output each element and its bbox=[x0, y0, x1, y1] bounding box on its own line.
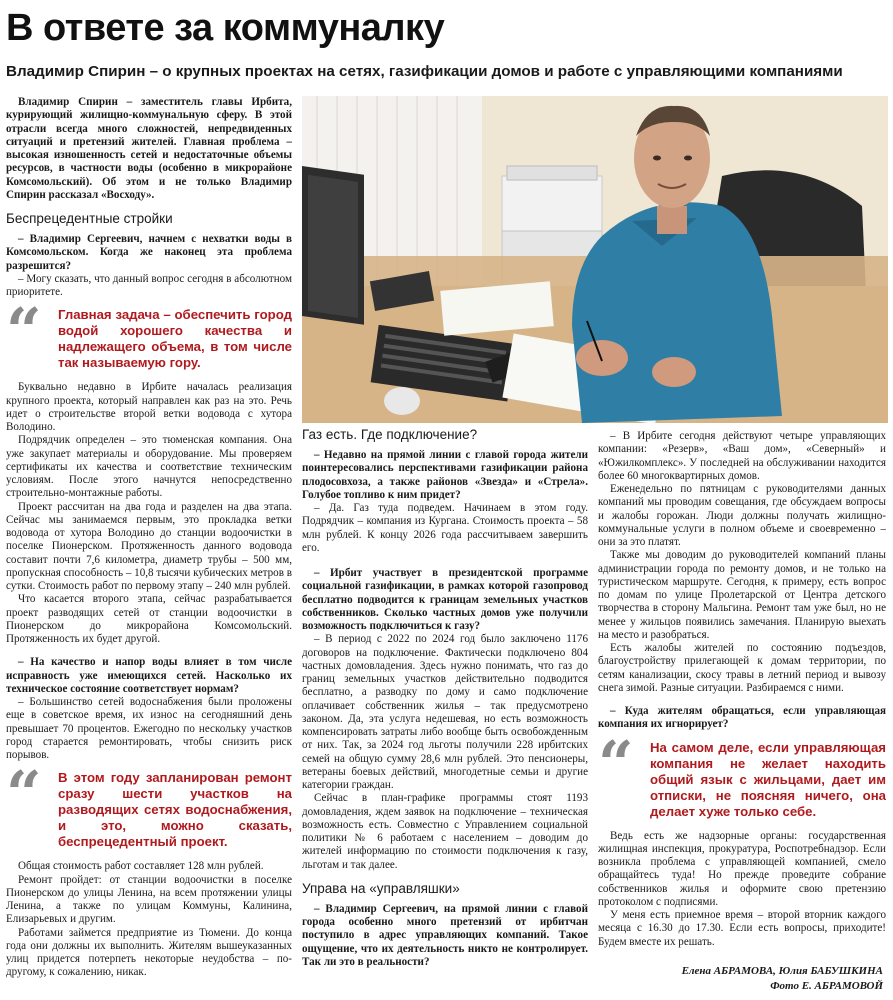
photo-credit: Фото Е. АБРАМОВОЙ bbox=[770, 980, 883, 992]
section-heading-construction: Беспрецедентные стройки bbox=[6, 211, 173, 226]
answer-paragraph: – В период с 2022 по 2024 год было заключено 1176 договоров на подключение. Фактически подключено 804 частных домовладения. Здесь нужно понимать, что газ до границ земельных участков действительно подводится бесплатно, а разводку по дому и само подключение оплачивает собственник жилья – так предусмотрено законом. Да, эта услуга недешевая, но есть возможность компенсировать затраты либо вообще быть освобожденным от них. Так, за 2024 год льготы получили 228 ирбитских семей на общую сумму 28,6 млн рублей. Это пенсионеры, ветераны боевых действий, многодетные семьи и другие категории граждан. bbox=[302, 633, 588, 791]
authors-credit: Елена АБРАМОВА, Юлия БАБУШКИНА bbox=[681, 965, 883, 977]
body-paragraph: Работами займется предприятие из Тюмени. До конца года они должны их выполнить. Жителям вышеуказанных улиц придется потерпеть некоторые неудобства – по-другому, к сожалению, никак. bbox=[6, 926, 292, 979]
body-paragraph: Также мы доводим до руководителей компаний планы администрации города по ремонту домов, и не только на туристическом маршруте. Сегодня, к примеру, есть вопрос по домам по улице Пролетарской от Центра детского творчества в сторону Мальгина. Ремонт там уже был, но не менее у жильцов появились замечания. Планирую выехать на место и разобраться. bbox=[598, 549, 886, 641]
question-paragraph: – Владимир Сергеевич, начнем с нехватки воды в Комсомольском. Когда же наконец эта проблема разрешится? bbox=[6, 233, 292, 272]
body-paragraph: Ремонт пройдет: от станции водоочистки в поселке Пионерском до улицы Ленина, на всем протяжении улицы Ленина, а также по улицам Коммуны, Калинина, Елизарьевых и другим. bbox=[6, 873, 292, 926]
answer-paragraph: – Большинство сетей водоснабжения были проложены еще в советское время, их износ на сегодняшний день превышает 70 процентов. Ежегодно по нескольку участков город старается ремонтировать, чтобы снизить риск порывов. bbox=[6, 696, 292, 761]
body-paragraph: Буквально недавно в Ирбите началась реализация крупного проекта, который направлен как раз на это. Речь идет о строительстве второй ветки водовода с хутора Володино. bbox=[6, 381, 292, 433]
question-paragraph: – Недавно на прямой линии с главой города жители поинтересовались перспективами газификации района плодосовхоза, а также районов «Звезда» и «Стрела». Голубое топливо к ним придет? bbox=[302, 449, 588, 501]
article-photo bbox=[302, 96, 888, 423]
article-credits bbox=[682, 964, 883, 994]
question-paragraph: – Ирбит участвует в президентской программе социальной газификации, в рамках которой газопровод бесплатно подводится к границам земельных участков собственников. Сколько частных домов уже получили возможность подключиться к газу? bbox=[302, 567, 588, 632]
pull-quote-text: Главная задача – обеспечить город водой хорошего качества и надлежащего объема, в том числе так называемую гору. bbox=[58, 307, 292, 371]
body-paragraph: Сейчас в план-графике программы стоят 1193 домовладения, ждем заявок на подключение – техническая возможность есть. Совместно с Управлением социальной политики № 6 работаем с населением – доводим до жителей информацию по стоимости подключения к газу, льготам и так далее. bbox=[302, 792, 588, 871]
column-right bbox=[598, 430, 886, 962]
question-paragraph: – Куда жителям обращаться, если управляющая компания их игнорирует? bbox=[598, 705, 886, 731]
article-headline: В ответе за коммуналку bbox=[6, 7, 445, 49]
question-paragraph: – Владимир Сергеевич, на прямой линии с главой города особенно много претензий от ирбитчан поступило в адрес управляющих компаний. Такое ощущение, что их деятельность никто не контролирует. Так ли это в реальности? bbox=[302, 902, 588, 968]
article-deck: Владимир Спирин – о крупных проектах на сетях, газификации домов и работе с управляющими компаниями bbox=[6, 63, 843, 80]
body-paragraph: Проект рассчитан на два года и разделен на два этапа. Сейчас мы занимаемся первым, это прокладка ветки водовода от хутора Володино до станции водоочистки в поселке Пионерском. Протяженность данного водовода составит почти 7,6 километра, диаметр трубы – 500 мм, пропускная способность – 10,8 тысячи кубических метров в сутки. Стоимость работ по первому этапу – 240 млн рублей. bbox=[6, 500, 292, 592]
section-heading-management: Управа на «управляшки» bbox=[302, 880, 460, 896]
answer-paragraph: – В Ирбите сегодня действуют четыре управляющих компании: «Резерв», «Ваш дом», «Северный» и «Южилкомплекс». У последней на обслуживании находится более 60 многоквартирных домов. bbox=[598, 430, 886, 482]
quote-mark-icon: “ bbox=[6, 757, 42, 831]
body-paragraph: Общая стоимость работ составляет 128 млн рублей. bbox=[18, 860, 264, 873]
section-heading-gas: Газ есть. Где подключение? bbox=[302, 427, 478, 442]
body-paragraph: Еженедельно по пятницам с руководителями данных компаний мы проводим совещания, где обсуждаем вопросы и жалобы горожан. Люди должны получать жилищно-коммунальные услуги в полном объеме и своевременно – они за это платят. bbox=[598, 483, 886, 548]
pull-quote bbox=[6, 757, 292, 850]
body-paragraph: У меня есть приемное время – второй вторник каждого месяца с 16.30 до 17.30. Если есть вопросы, приходите! Будем вместе их решать. bbox=[598, 909, 886, 948]
quote-mark-icon: “ bbox=[598, 726, 634, 800]
pull-quote bbox=[6, 294, 292, 371]
column-left bbox=[6, 96, 292, 994]
body-paragraph: Что касается второго этапа, сейчас разрабатывается проект разводящих сетей от станции водоочистки в Пионерском до микрорайона Комсомольский. Протяженность их будет другой. bbox=[6, 593, 292, 645]
pull-quote bbox=[598, 726, 886, 820]
body-paragraph: Ведь есть же надзорные органы: государственная жилищная инспекция, прокуратура, Роспотребнадзор. Если возникла проблема с управляющей компанией, смело обращайтесь туда! Но прежде проведите собрание собственников жилья и оформите свою претензию протоколом с подписями. bbox=[598, 829, 886, 908]
question-paragraph: – На качество и напор воды влияет в том числе исправность уже имеющихся сетей. Насколько их техническое состояние соответствует нормам? bbox=[6, 656, 292, 695]
body-paragraph: Подрядчик определен – это тюменская компания. Она уже закупает материалы и оборудование. Мы проверяем сертификаты их качества и соответствие техническим условиям. После этого начнутся непосредственно строительно-монтажные работы. bbox=[6, 434, 292, 500]
answer-paragraph: – Могу сказать, что данный вопрос сегодня в абсолютном приоритете. bbox=[6, 272, 292, 298]
pull-quote-text: В этом году запланирован ремонт сразу шести участков на разводящих сетях водоснабжения, и это, можно сказать, беспрецедентный проект. bbox=[58, 770, 292, 850]
pull-quote-text: На самом деле, если управляющая компания не желает находить общий язык с жильцами, дает им отписки, не поясняя ничего, она делает хуже только себе. bbox=[650, 739, 886, 819]
column-middle bbox=[302, 426, 588, 994]
body-paragraph: Есть жалобы жителей по состоянию подъездов, благоустройству прилегающей к домам территории, по сетям канализации, скосу травы в летний период и вывозу снега зимой. Разные ситуации. Разбираемся с ними. bbox=[598, 642, 886, 694]
article-lead: Владимир Спирин – заместитель главы Ирбита, курирующий жилищно-коммунальную сферу. В этой отрасли всегда много сложностей, непредвиденных ситуаций и претензий жителей. Главная проблема – высокая изношенность сетей и недостаточные объемы ресурсов, в частности воды (особенно в микрорайоне Комсомольский). Об этом и не только Владимир Спирин рассказал «Восходу». bbox=[6, 96, 292, 201]
quote-mark-icon: “ bbox=[6, 294, 42, 368]
answer-paragraph: – Да. Газ туда подведем. Начинаем в этом году. Подрядчик – компания из Кургана. Стоимость проекта – 58 млн рублей. К концу 2026 года рассчитываем завершить его. bbox=[302, 502, 588, 554]
official-at-desk-illustration bbox=[302, 96, 888, 423]
